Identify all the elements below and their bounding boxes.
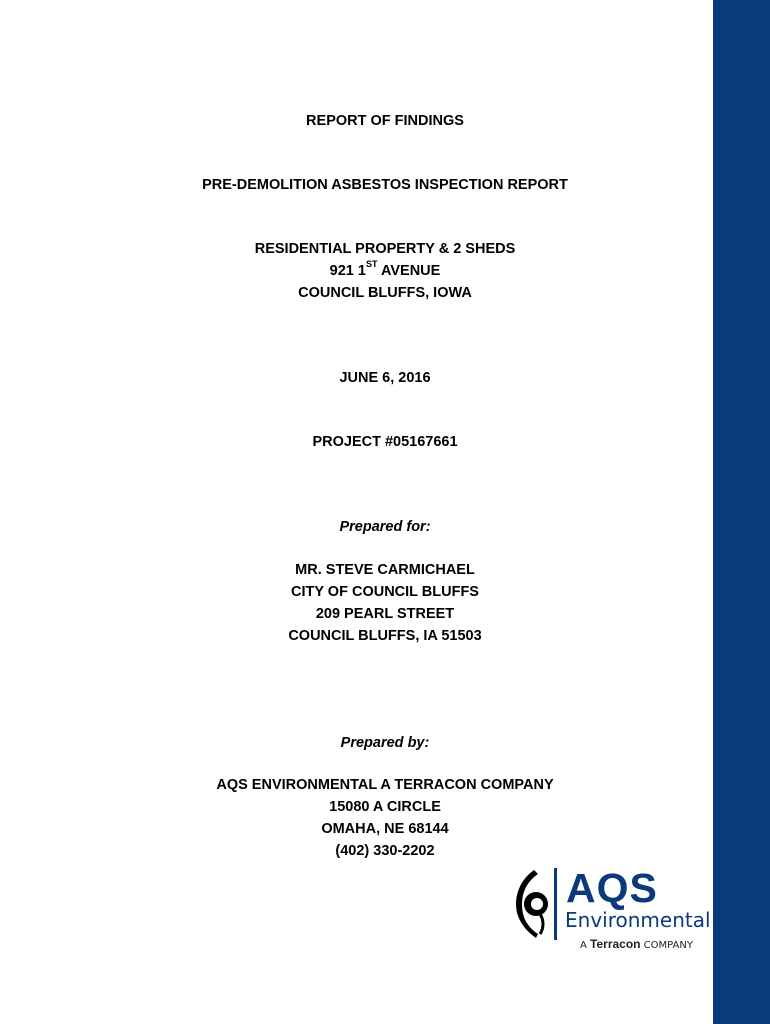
- report-title: REPORT OF FINDINGS: [306, 113, 464, 129]
- prepared-for-line: 209 PEARL STREET: [315, 606, 455, 622]
- aqs-environmental-logo: [514, 864, 711, 956]
- project-number: PROJECT #05167661: [312, 434, 458, 450]
- side-color-bar: [713, 0, 770, 1024]
- address-superscript: ST: [365, 259, 378, 269]
- logo-tag-brand: Terracon: [590, 937, 641, 951]
- prepared-for-line: MR. STEVE CARMICHAEL: [295, 562, 475, 578]
- prepared-by-line: AQS ENVIRONMENTAL A TERRACON COMPANY: [216, 777, 554, 793]
- report-subtitle: PRE-DEMOLITION ASBESTOS INSPECTION REPORT: [202, 177, 568, 193]
- logo-aqs-text: AQS: [566, 865, 658, 911]
- property-line: RESIDENTIAL PROPERTY & 2 SHEDS: [254, 241, 516, 257]
- logo-environmental-text: Environmental: [565, 908, 711, 932]
- prepared-by-heading: Prepared by:: [340, 735, 430, 751]
- logo-tag-suffix: COMPANY: [640, 940, 693, 951]
- prepared-for-line: COUNCIL BLUFFS, IA 51503: [288, 628, 482, 644]
- prepared-by-line: OMAHA, NE 68144: [321, 821, 449, 837]
- prepared-for-heading: Prepared for:: [339, 519, 431, 535]
- prepared-by-line: 15080 A CIRCLE: [329, 799, 441, 815]
- logo-tag-prefix: A: [580, 940, 591, 951]
- address-line: [0, 259, 770, 280]
- prepared-by-line: (402) 330-2202: [335, 843, 435, 859]
- city-line: COUNCIL BLUFFS, IOWA: [298, 285, 472, 301]
- logo-tagline: [580, 938, 693, 952]
- aqs-emblem-icon: [514, 864, 564, 944]
- prepared-for-line: CITY OF COUNCIL BLUFFS: [291, 584, 479, 600]
- address-rest: AVENUE: [377, 263, 441, 279]
- address-number: 921 1: [329, 263, 366, 279]
- report-date: JUNE 6, 2016: [339, 370, 431, 386]
